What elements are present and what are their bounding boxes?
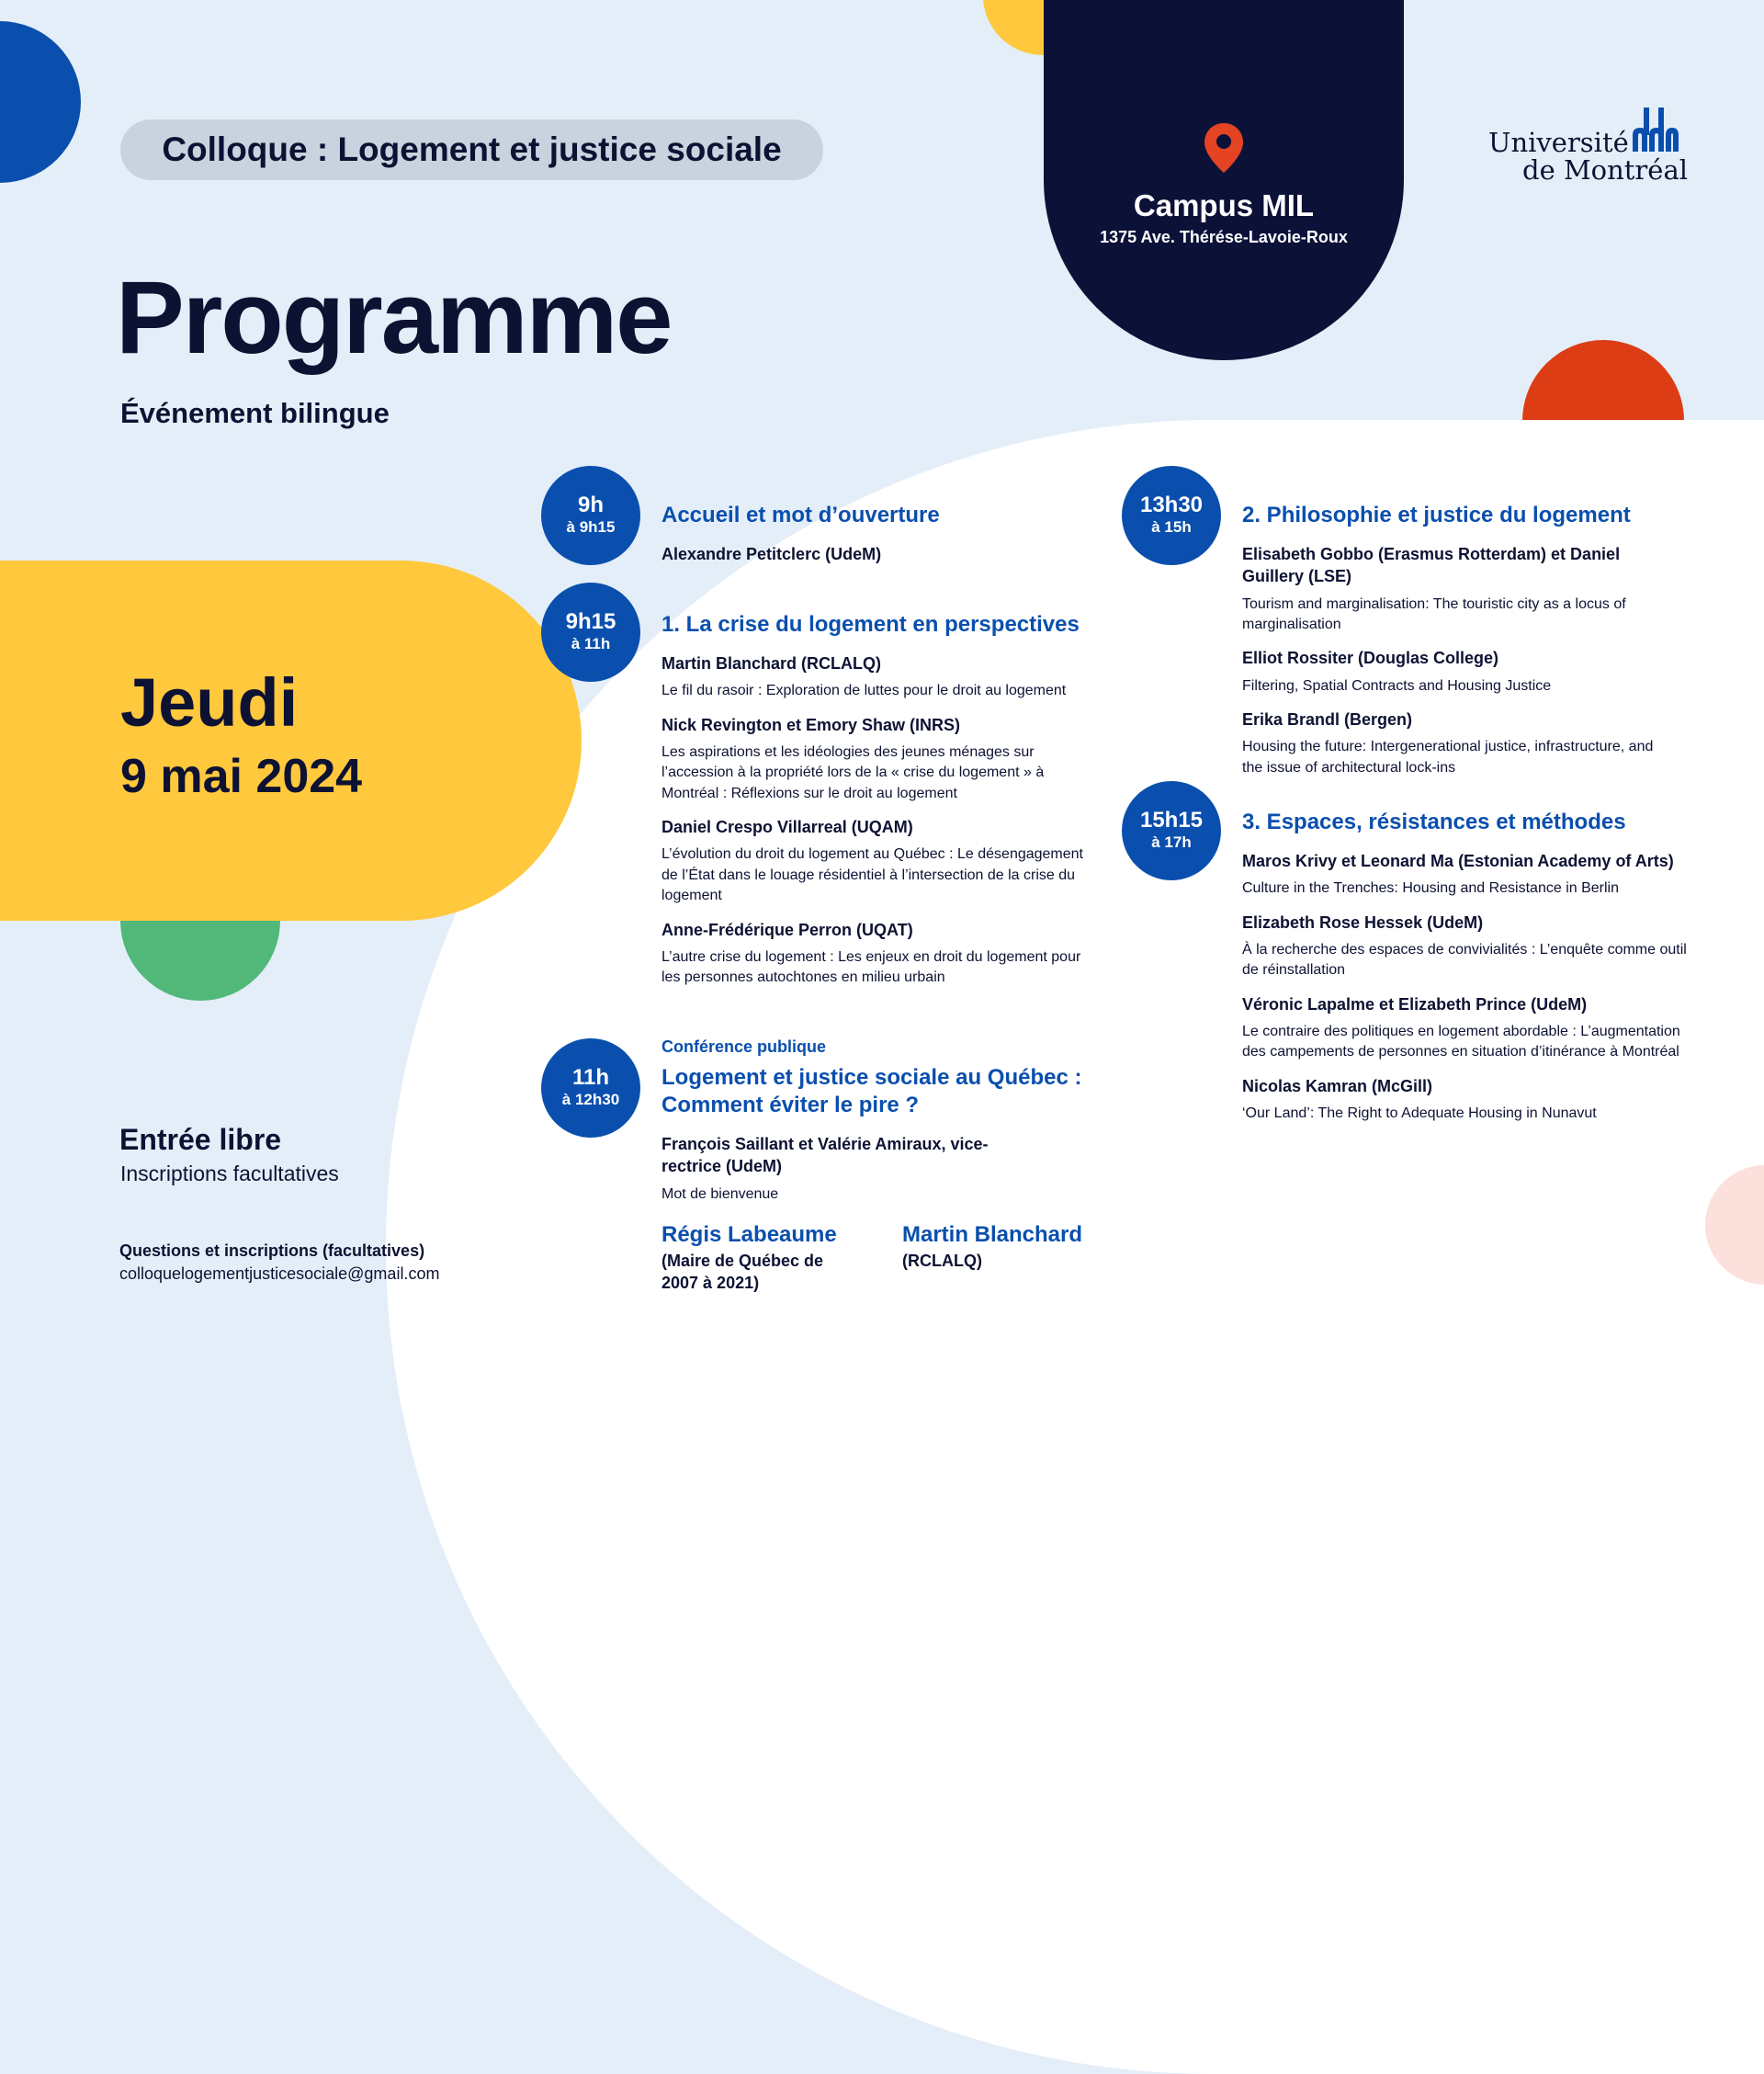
- session-speakers: [662, 652, 1102, 1001]
- speaker-name: Maros Krivy et Leonard Ma (Estonian Academy of Arts): [1242, 852, 1674, 870]
- speaker-name: Véronic Lapalme et Elizabeth Prince (UdeM): [1242, 994, 1588, 1014]
- time-end: à 11h: [571, 635, 611, 653]
- guest-affiliation: (RCLALQ): [902, 1252, 982, 1270]
- session-speakers: [1242, 850, 1692, 1137]
- date-day: Jeudi: [120, 664, 299, 741]
- entry-subtitle: Inscriptions facultatives: [120, 1162, 339, 1185]
- logo-text-line2: de Montréal: [1522, 154, 1689, 186]
- talk-title: Le contraire des politiques en logement abordable : L’augmentation des campements de personnes en situation d’itinérance à Montréal: [1242, 1024, 1680, 1060]
- speaker-name: Erika Brandl (Bergen): [1242, 710, 1413, 730]
- contact-title: Questions et inscriptions (facultatives): [119, 1241, 425, 1260]
- speaker-name: Alexandre Petitclerc (UdeM): [662, 545, 882, 563]
- session-title: Logement et justice sociale au Québec : Comment éviter le pire ?: [662, 1065, 1082, 1117]
- session-title: 3. Espaces, résistances et méthodes: [1242, 810, 1626, 834]
- session-title: 1. La crise du logement en perspectives: [662, 612, 1080, 637]
- time-start: 11h: [571, 1065, 610, 1091]
- campus-name: Campus MIL: [1133, 188, 1315, 222]
- talk-title: ‘Our Land’: The Right to Adequate Housing in Nunavut: [1242, 1105, 1597, 1122]
- speaker-name: François Saillant et Valérie Amiraux, vice-rectrice (UdeM): [662, 1135, 989, 1176]
- talk-title: Filtering, Spatial Contracts and Housing Justice: [1242, 677, 1552, 694]
- page-subtitle: Événement bilingue: [120, 397, 390, 429]
- guest-speaker: [902, 1222, 1114, 1272]
- talk-title: Housing the future: Intergenerational justice, infrastructure, and the issue of architectural lock-ins: [1242, 739, 1654, 776]
- speaker-name: Nick Revington et Emory Shaw (INRS): [662, 715, 961, 734]
- logo-text-line1: Université: [1488, 127, 1629, 158]
- session-title: Accueil et mot d’ouverture: [662, 503, 940, 527]
- blue-circle-decoration: [0, 21, 81, 183]
- talk-title: Les aspirations et les idéologies des jeunes ménages sur l’accession à la propriété lors de la « crise du logement » à Montréal : Réflexions sur le droit au logement: [662, 743, 1045, 801]
- university-logo-icon: [1631, 108, 1680, 158]
- time-start: 9h: [577, 493, 604, 518]
- guest-speaker: [662, 1222, 845, 1295]
- conference-label: Conférence publique: [662, 1037, 827, 1056]
- talk-title: Culture in the Trenches: Housing and Resistance in Berlin: [1242, 880, 1619, 897]
- time-end: à 12h30: [561, 1091, 620, 1109]
- session-speakers: [1242, 543, 1674, 790]
- time-badge: [541, 583, 640, 682]
- time-badge: [1122, 781, 1221, 880]
- speaker-name: Nicolas Kamran (McGill): [1242, 1076, 1433, 1095]
- session-title: 2. Philosophie et justice du logement: [1242, 503, 1631, 527]
- session-speakers: [662, 1133, 1047, 1217]
- speaker-name: Martin Blanchard (RCLALQ): [662, 654, 882, 673]
- talk-title: À la recherche des espaces de convivialités : L’enquête comme outil de réinstallation: [1242, 941, 1687, 979]
- time-end: à 9h15: [566, 518, 616, 537]
- talk-title: L’évolution du droit du logement au Québec : Le désengagement de l’État dans le louage résidentiel à l’intersection de la crise du logement: [662, 846, 1083, 904]
- speaker-name: Daniel Crespo Villarreal (UQAM): [662, 818, 913, 837]
- time-end: à 17h: [1151, 833, 1192, 852]
- talk-title: L’autre crise du logement : Les enjeux en droit du logement pour les personnes autochtones en milieu urbain: [662, 948, 1081, 986]
- page-title: Programme: [116, 260, 672, 375]
- time-badge: [541, 1038, 640, 1138]
- time-start: 13h30: [1139, 493, 1204, 518]
- talk-title: Tourism and marginalisation: The touristic city as a locus of marginalisation: [1242, 595, 1626, 632]
- time-end: à 15h: [1151, 518, 1192, 537]
- location-pin-icon: [1202, 121, 1246, 179]
- date-full: 9 mai 2024: [120, 750, 363, 803]
- campus-block: [1044, 0, 1404, 360]
- guest-name: Régis Labeaume: [662, 1222, 837, 1247]
- talk-title: Mot de bienvenue: [662, 1185, 779, 1202]
- time-badge: [1122, 466, 1221, 565]
- talk-title: Le fil du rasoir : Exploration de luttes pour le droit au logement: [662, 683, 1067, 699]
- entry-title: Entrée libre: [119, 1123, 282, 1156]
- speaker-name: Anne-Frédérique Perron (UQAT): [662, 920, 913, 939]
- time-start: 9h15: [565, 609, 616, 635]
- time-start: 15h15: [1139, 808, 1204, 833]
- session-speakers: [662, 543, 1112, 565]
- campus-address: 1375 Ave. Thérése-Lavoie-Roux: [1100, 228, 1348, 246]
- event-tag: Colloque : Logement et justice sociale: [120, 119, 823, 180]
- time-badge: [541, 466, 640, 565]
- speaker-name: Elliot Rossiter (Douglas College): [1242, 649, 1499, 668]
- guest-affiliation: (Maire de Québec de 2007 à 2021): [662, 1252, 824, 1293]
- speaker-name: Elizabeth Rose Hessek (UdeM): [1242, 912, 1484, 932]
- contact-email[interactable]: colloquelogementjusticesociale@gmail.com: [119, 1264, 440, 1283]
- speaker-name: Elisabeth Gobbo (Erasmus Rotterdam) et Daniel Guillery (LSE): [1242, 545, 1621, 586]
- guest-name: Martin Blanchard: [902, 1222, 1083, 1247]
